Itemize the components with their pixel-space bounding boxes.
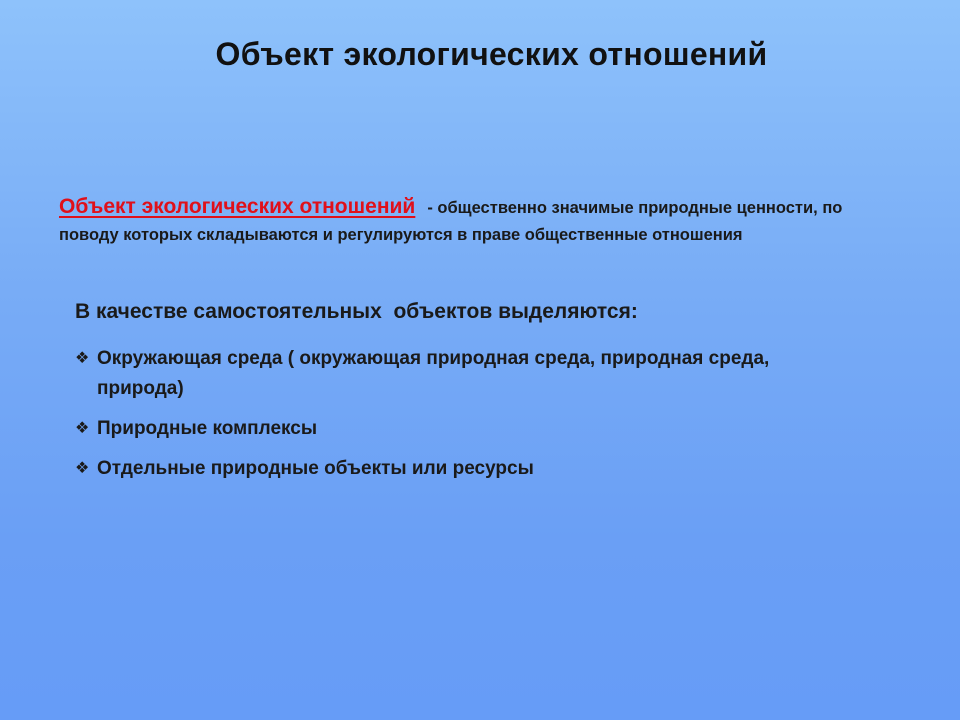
list-item — [75, 344, 835, 404]
diamond-bullet-icon: ❖ — [75, 460, 90, 477]
list-item — [75, 414, 835, 444]
slide-title: Объект экологических отношений — [215, 36, 768, 72]
definition-paragraph — [59, 193, 879, 249]
diamond-bullet-icon: ❖ — [75, 420, 90, 437]
objects-heading: В качестве самостоятельных объектов выделяются: — [75, 300, 638, 323]
list-item-text: Отдельные природные объекты или ресурсы — [97, 458, 534, 479]
list-item-text: Природные комплексы — [97, 418, 318, 439]
objects-list — [75, 344, 835, 494]
list-item — [75, 454, 835, 484]
list-item-text: Окружающая среда ( окружающая природная среда, природная среда, природа) — [97, 348, 770, 399]
definition-text: - общественно значимые природные ценности, по поводу которых складываются и регулируются в праве общественные отношения — [59, 199, 843, 244]
diamond-bullet-icon: ❖ — [75, 350, 90, 367]
definition-term: Объект экологических отношений — [59, 195, 416, 218]
